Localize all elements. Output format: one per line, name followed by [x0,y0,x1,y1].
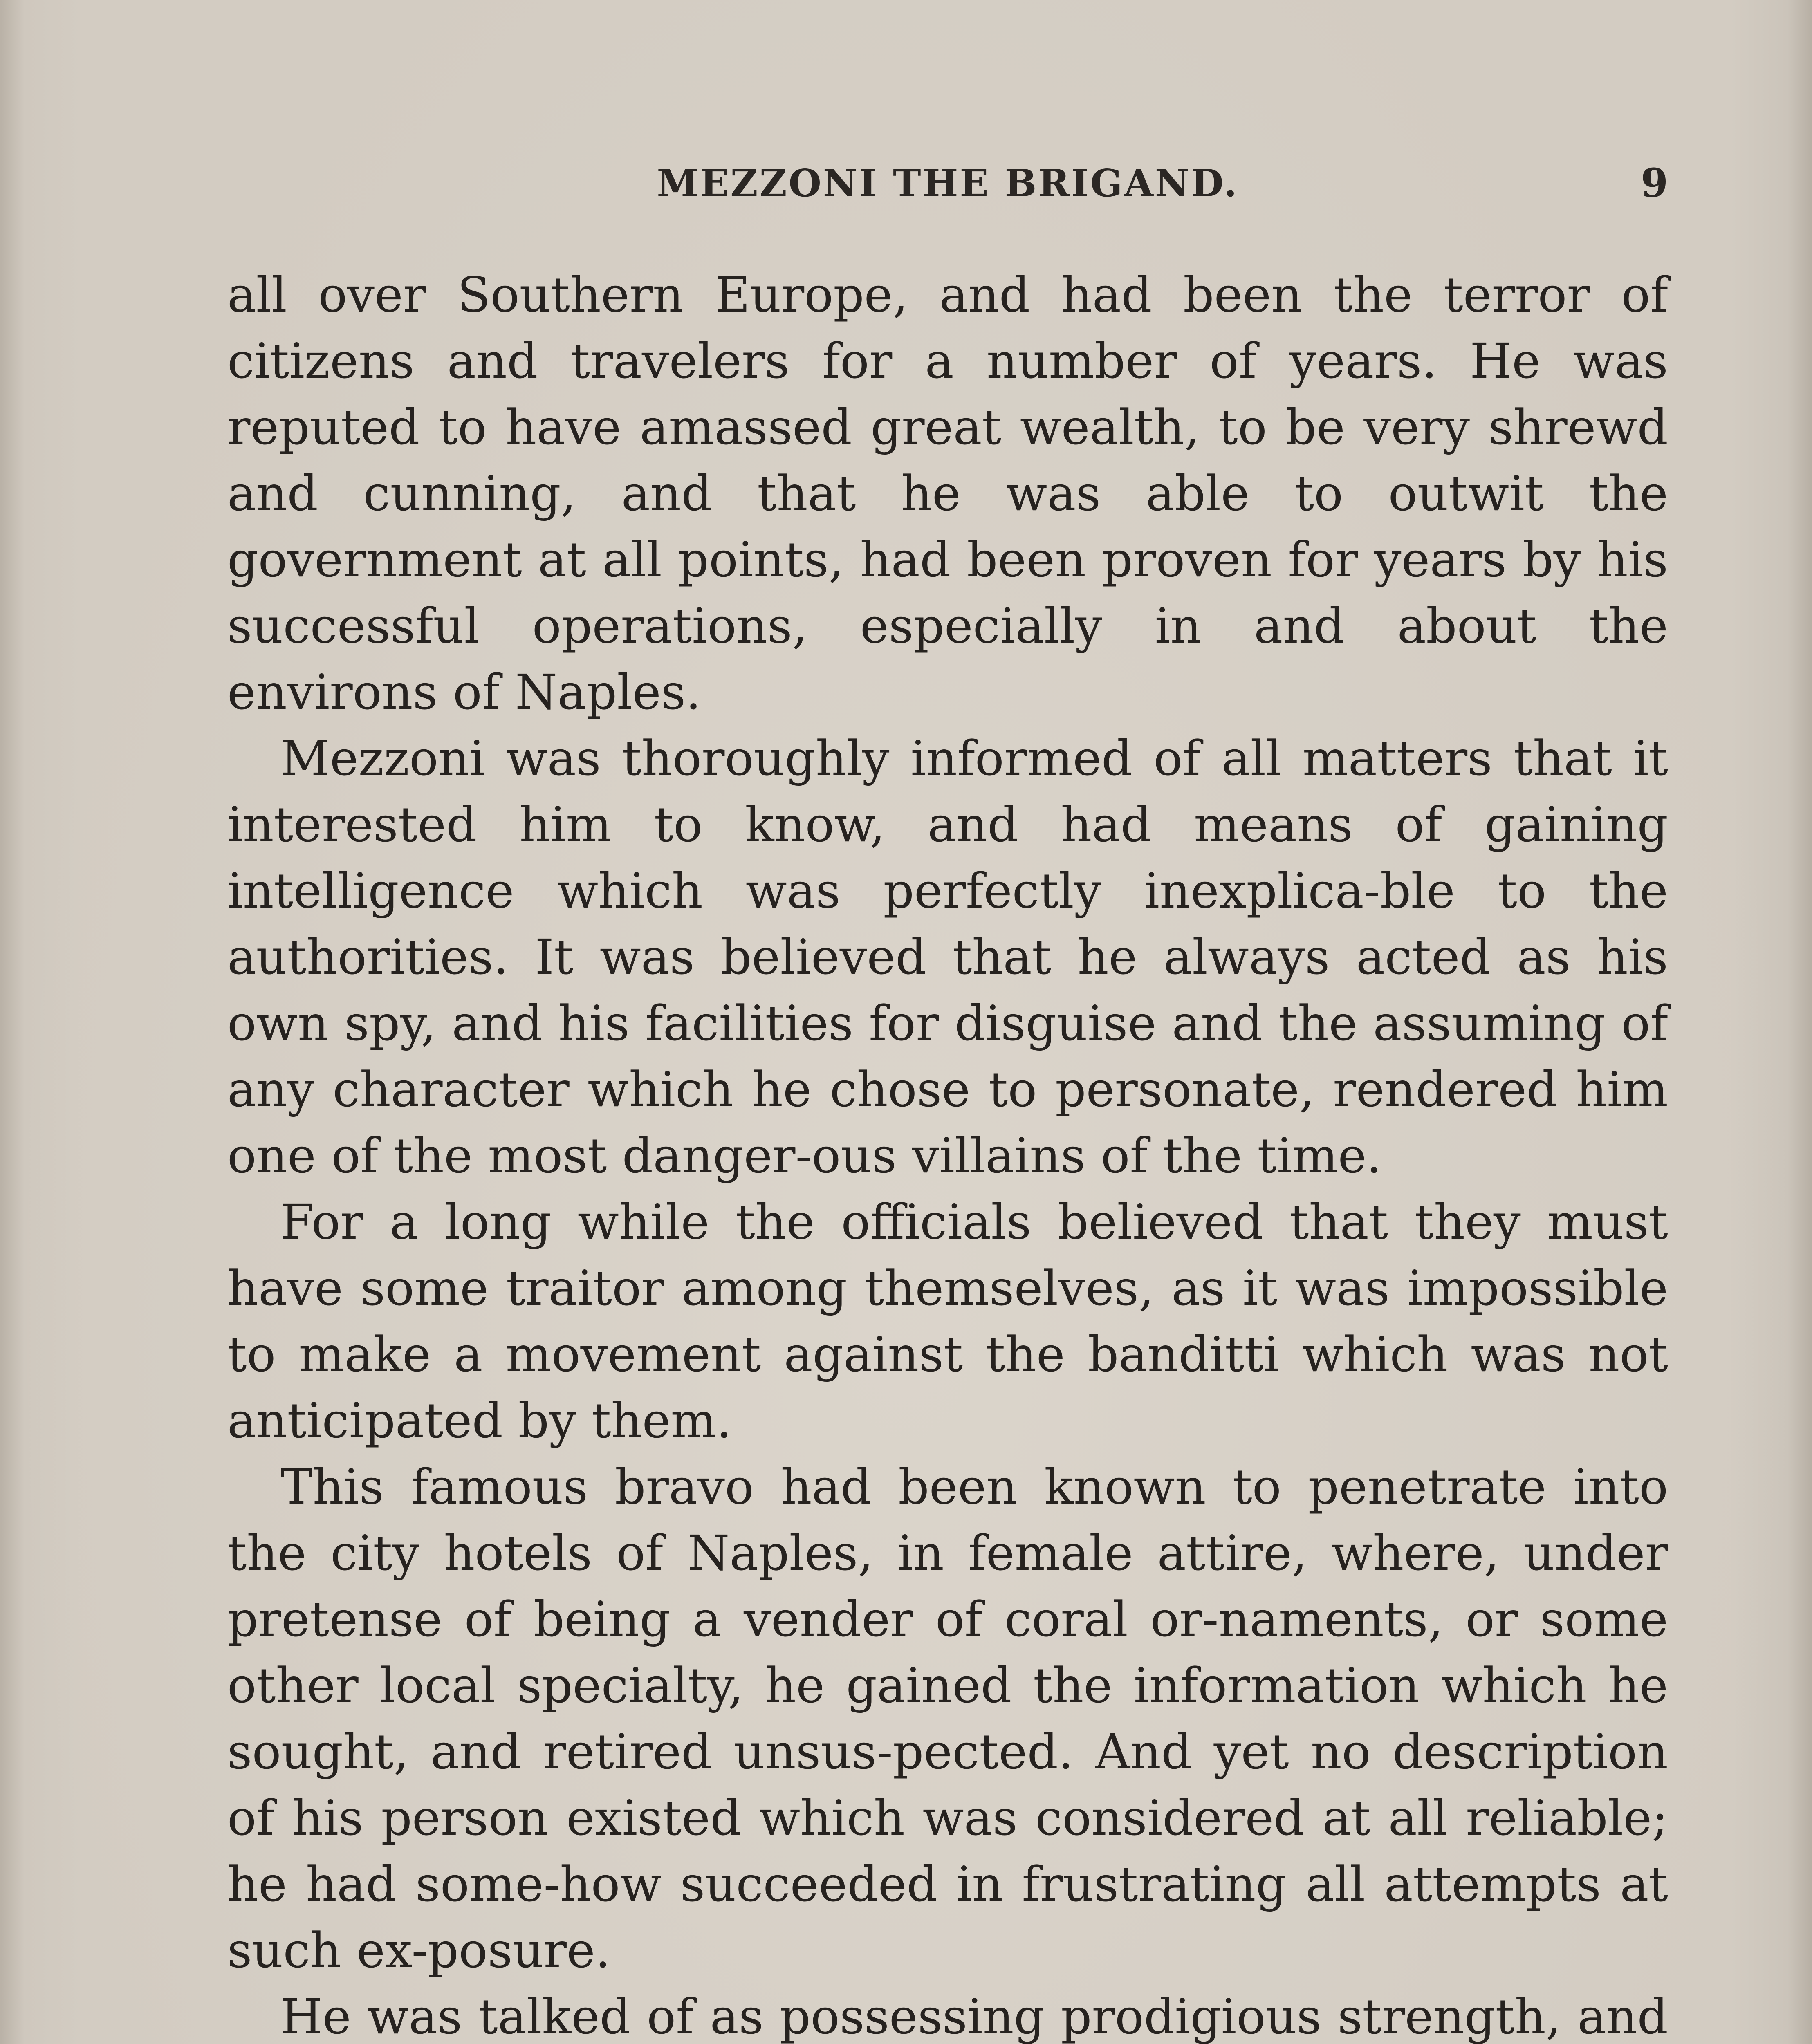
running-title: MEZZONI THE BRIGAND. [657,161,1239,205]
paragraph-4: This famous bravo had been known to penetrate into the city hotels of Naples, in female attire, where, under pretense of being a vender of coral or-naments, or some other local specialty, he gained the information which he sought, and retired unsus-pected. And yet no description of his person existed which was considered at all reliable; he had some-how succeeded in frustrating all attempts at such ex-posure. [227,1459,1668,1979]
paragraph-5: He was talked of as possessing prodigious strength, and [280,1988,1668,2044]
paragraph-3: For a long while the officials believed that they must have some traitor among themselves, as it was impossible to make a movement against the banditti which was not anticipated by them. [227,1194,1668,1449]
running-head [227,155,1668,212]
page-number: 9 [1641,160,1668,206]
body-text [227,262,1668,2044]
paragraph-2: Mezzoni was thoroughly informed of all matters that it interested him to know, and had means of gaining intelligence which was perfectly inexplica-ble to the authorities. It was believed that he always acted as his own spy, and his facilities for disguise and the assuming of any character which he chose to personate, rendered him one of the most danger-ous villains of the time. [227,730,1668,1184]
paragraph-1: all over Southern Europe, and had been the terror of citizens and travelers for a number of years. He was reputed to have amassed great wealth, to be very shrewd and cunning, and that he was able to outwit the government at all points, had been proven for years by his successful operations, especially in and about the environs of Naples. [227,267,1668,720]
